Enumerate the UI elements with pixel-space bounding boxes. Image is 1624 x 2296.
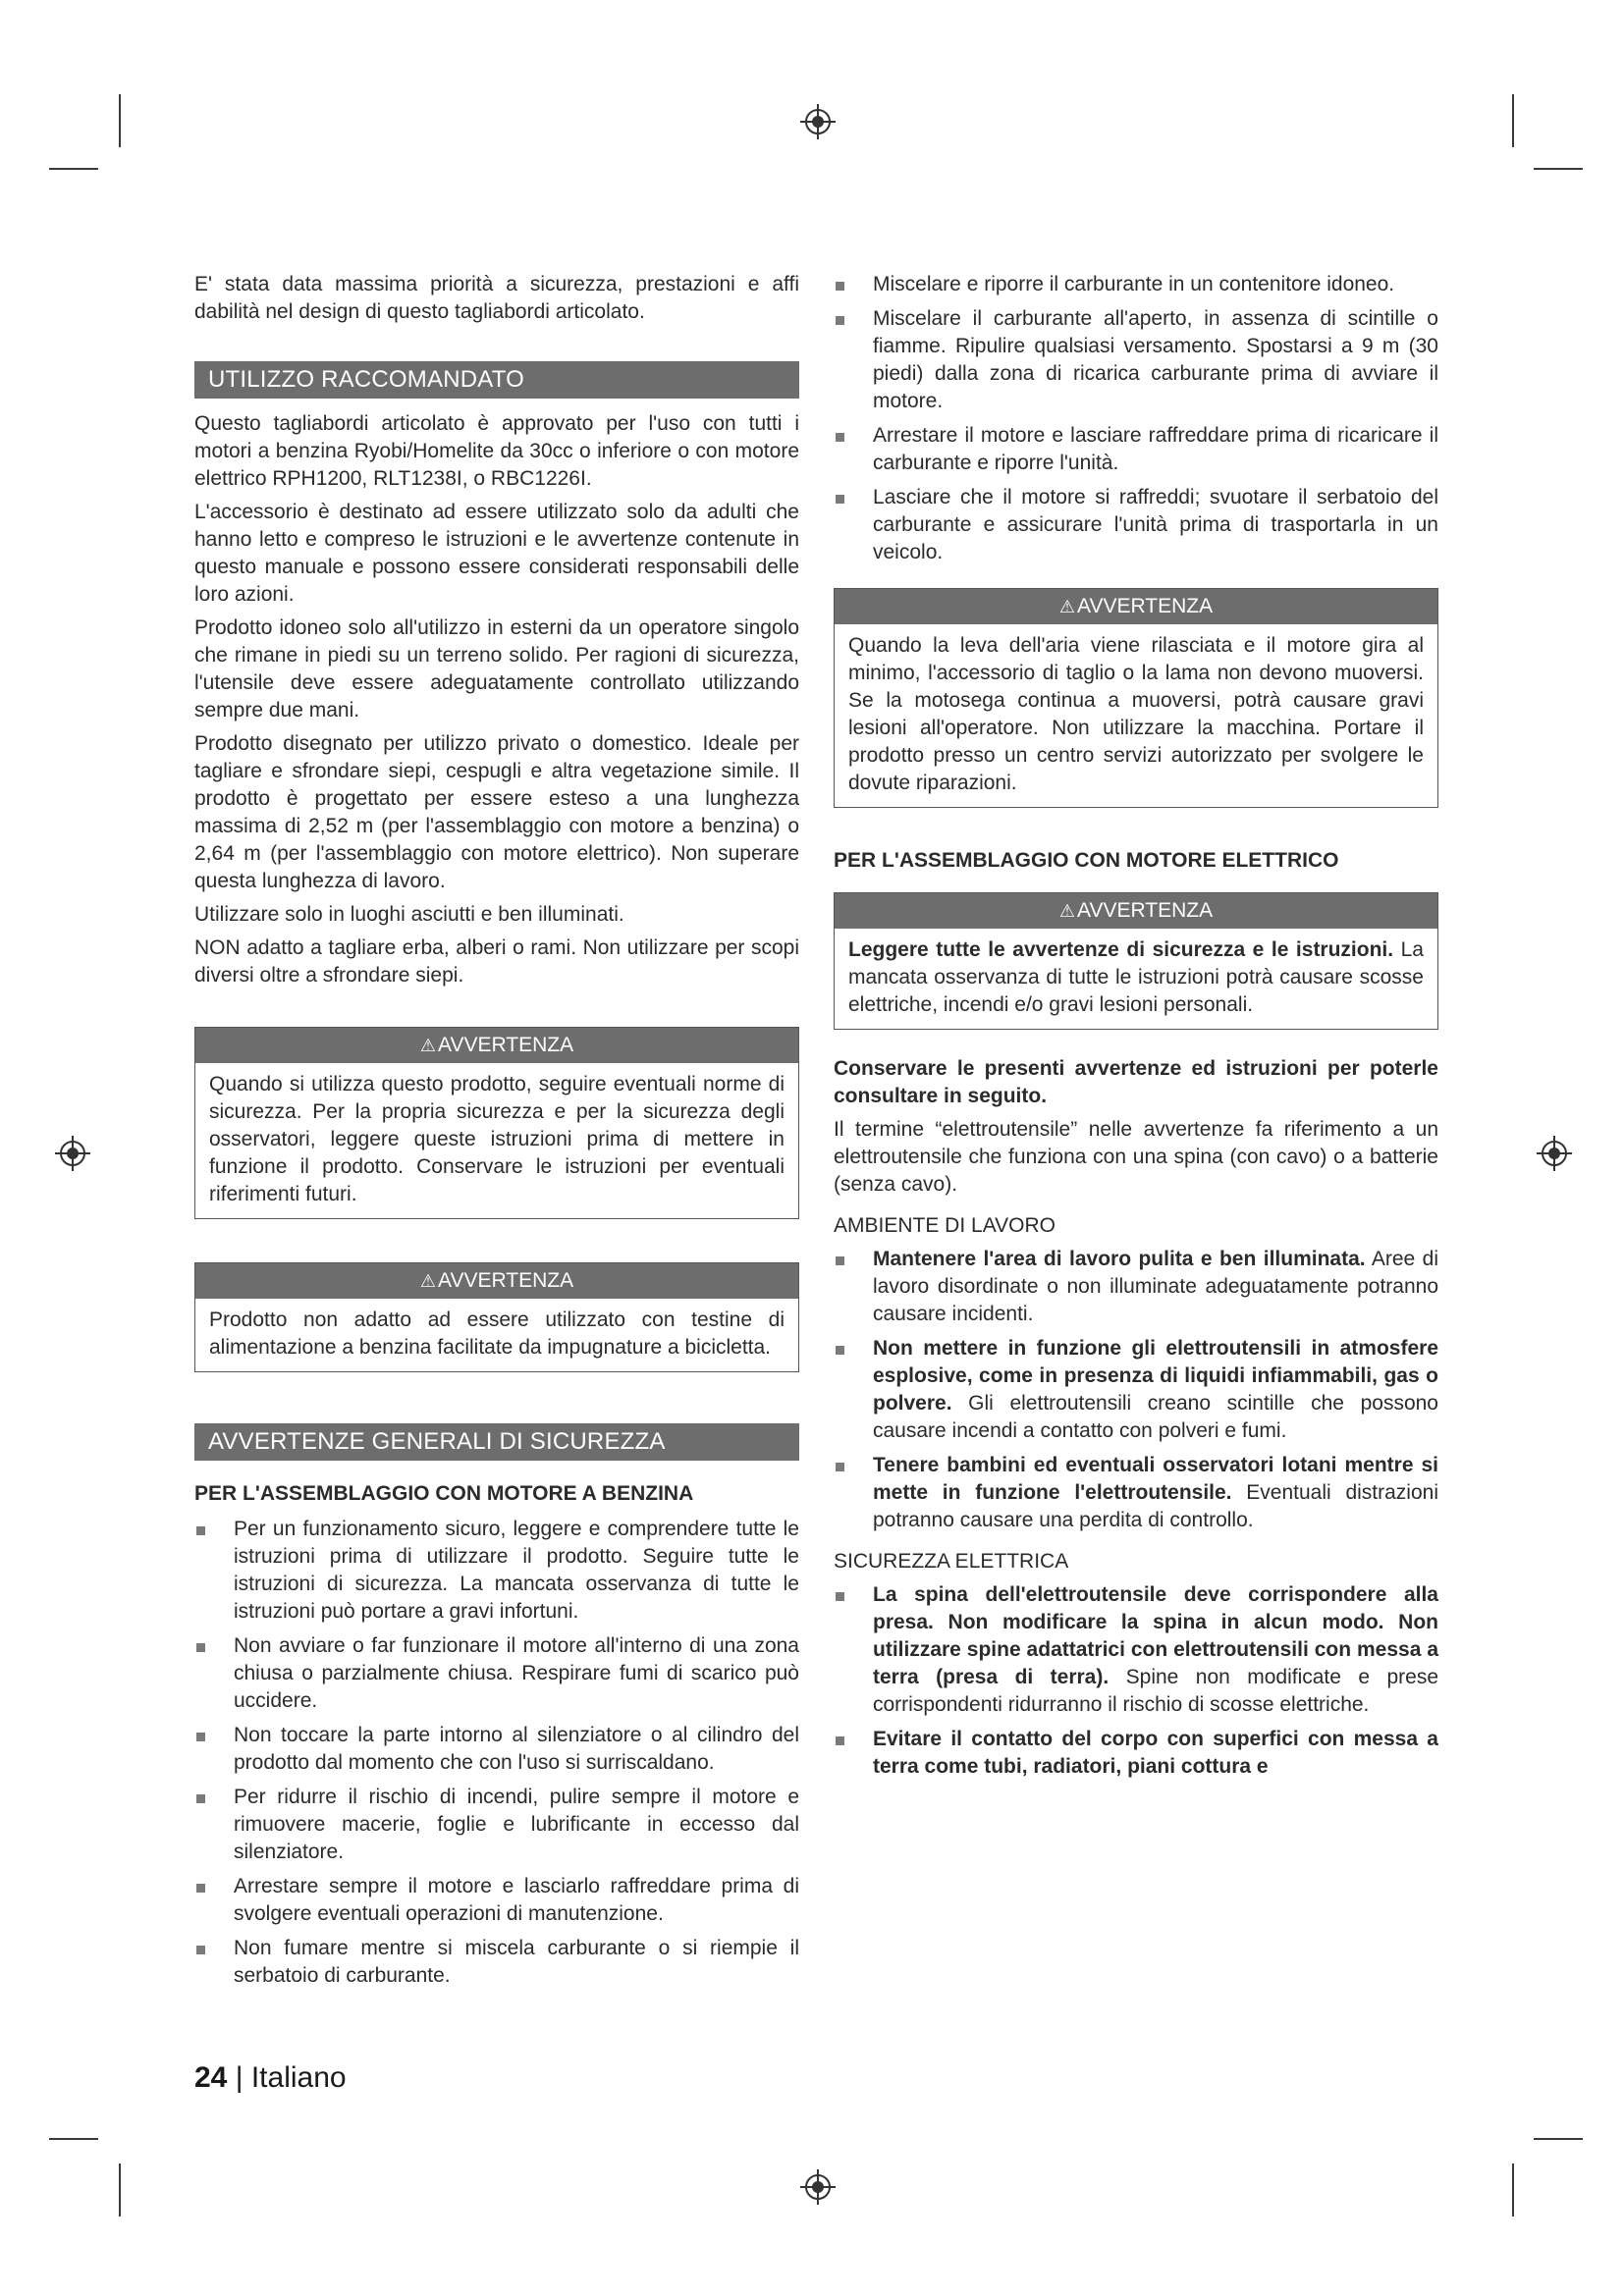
list-item: Per un funzionamento sicuro, leggere e comprendere tutte le istruzioni prima di utilizzare il prodotto. Seguire tutte le istruzioni di sicurezza. La mancata osservanza di tutte le istruzioni può portare a gravi infortuni. <box>194 1516 799 1626</box>
footer-separator: | <box>227 2061 251 2094</box>
warning-text: Quando si utilizza questo prodotto, seguire eventuali norme di sicurezza. Per la propria sicurezza e per la sicurezza degli osservatori, leggere queste istruzioni prima di mettere in funzione il prodotto. Conservare le istruzioni per eventuali riferimenti futuri. <box>209 1073 785 1205</box>
work-area-heading: AMBIENTE DI LAVORO <box>834 1214 1056 1237</box>
warning-header <box>195 1263 798 1299</box>
paragraph: NON adatto a tagliare erba, alberi o rami. Non utilizzare per scopi diversi oltre a sfrondare siepi. <box>194 936 799 987</box>
keep-instructions-heading: Conservare le presenti avvertenze ed istruzioni per poterle consultare in seguito. <box>834 1057 1438 1107</box>
section-title-general-safety: AVVERTENZE GENERALI DI SICUREZZA <box>194 1423 799 1461</box>
warning-title: AVVERTENZA <box>1077 595 1214 617</box>
crop-mark <box>119 2163 121 2216</box>
warning-title: AVVERTENZA <box>438 1269 574 1292</box>
paragraph: Prodotto idoneo solo all'utilizzo in esterni da un operatore singolo che rimane in piedi su un terreno solido. Per ragioni di sicurezza, l'utensile deve essere adeguatamente controllato utilizzando sempre due mani. <box>194 616 799 721</box>
warning-text: Quando la leva dell'aria viene rilasciata e il motore gira al minimo, l'accessorio di taglio o la lama non devono muoversi. Se la motosega continua a muoversi, potrà causare gravi lesioni all'operatore. Non utilizzare la macchina. Portare il prodotto presso un centro servizi autorizzato per svolgere le dovute riparazioni. <box>848 634 1424 794</box>
registration-mark-icon <box>1535 1134 1574 1173</box>
crop-mark <box>1512 2163 1514 2216</box>
list-item: La spina dell'elettroutensile deve corrispondere alla presa. Non modificare la spina in alcun modo. Non utilizzare spine adattatrici con elettroutensili con messa a terra (presa di terra). Spine non modificate e prese corrispondenti ridurranno il rischio di scosse elettriche. <box>834 1581 1438 1719</box>
warning-header <box>835 589 1437 624</box>
registration-mark-icon <box>798 102 838 141</box>
warning-header <box>835 893 1437 929</box>
warning-box <box>834 892 1438 1030</box>
warning-triangle-icon: ⚠ <box>419 1036 437 1055</box>
paragraph: Prodotto disegnato per utilizzo privato o domestico. Ideale per tagliare e sfrondare siepi, cespugli e altra vegetazione simile. Il prodotto è progettato per essere esteso a una lunghezza massima di 2,52 m (per l'assemblaggio con motore a benzina) o 2,64 m (per l'assemblaggio con motore elettrico). Non superare questa lunghezza di lavoro. <box>194 732 799 892</box>
list-item: Non avviare o far funzionare il motore all'interno di una zona chiusa o parzialmente chiusa. Respirare fumi di scarico può uccidere. <box>194 1632 799 1715</box>
term-text: Il termine “elettroutensile” nelle avvertenze fa riferimento a un elettroutensile che funziona con una spina (con cavo) o a batterie (senza cavo). <box>834 1118 1438 1196</box>
warning-box <box>194 1262 799 1372</box>
warning-triangle-icon: ⚠ <box>1058 597 1076 616</box>
list-item: Arrestare il motore e lasciare raffreddare prima di ricaricare il carburante e riporre l'unità. <box>834 422 1438 477</box>
list-item: Arrestare sempre il motore e lasciarlo raffreddare prima di svolgere eventuali operazioni di manutenzione. <box>194 1873 799 1928</box>
list-item: Non fumare mentre si miscela carburante o si riempie il serbatoio di carburante. <box>194 1935 799 1990</box>
list-item: Non toccare la parte intorno al silenziatore o al cilindro del prodotto dal momento che con l'uso si surriscaldano. <box>194 1722 799 1777</box>
warning-triangle-icon: ⚠ <box>419 1271 437 1291</box>
paragraph: L'accessorio è destinato ad essere utilizzato solo da adulti che hanno letto e compreso le istruzioni e le avvertenze contenute in questo manuale e possono essere considerati responsabili delle loro azioni. <box>194 501 799 606</box>
petrol-list <box>194 1516 799 1990</box>
page-footer <box>194 2061 347 2095</box>
left-column <box>194 271 799 1997</box>
registration-mark-icon <box>53 1134 92 1173</box>
warning-bold: Leggere tutte le avvertenze di sicurezza e le istruzioni. <box>848 938 1394 961</box>
warning-box <box>834 588 1438 808</box>
section-title-recommended-use: UTILIZZO RACCOMANDATO <box>194 361 799 399</box>
crop-mark <box>1534 168 1583 170</box>
intro-text: E' stata data massima priorità a sicurezza, prestazioni e affi dabilità nel design di questo tagliabordi articolato. <box>194 273 799 323</box>
crop-mark <box>49 2138 98 2140</box>
warning-title: AVVERTENZA <box>1077 899 1214 922</box>
crop-mark <box>49 168 98 170</box>
list-item: Tenere bambini ed eventuali osservatori lotani mentre si mette in funzione l'elettroutensile. Eventuali distrazioni potranno causare una perdita di controllo. <box>834 1452 1438 1534</box>
right-column <box>834 271 1438 1788</box>
list-item: Evitare il contatto del corpo con superfici con messa a terra come tubi, radiatori, piani cottura e <box>834 1726 1438 1781</box>
warning-title: AVVERTENZA <box>438 1034 574 1056</box>
electrical-safety-heading: SICUREZZA ELETTRICA <box>834 1550 1069 1573</box>
page-number: 24 <box>194 2061 228 2094</box>
footer-language: Italiano <box>250 2061 347 2094</box>
petrol-heading: PER L'ASSEMBLAGGIO CON MOTORE A BENZINA <box>194 1482 694 1505</box>
warning-triangle-icon: ⚠ <box>1058 901 1076 921</box>
list-item: Lasciare che il motore si raffreddi; svuotare il serbatoio del carburante e assicurare l'unità prima di trasportarla in un veicolo. <box>834 484 1438 566</box>
warning-header <box>195 1028 798 1063</box>
list-item: Miscelare il carburante all'aperto, in assenza di scintille o fiamme. Ripulire qualsiasi versamento. Spostarsi a 9 m (30 piedi) dalla zona di ricarica carburante prima di avviare il motore. <box>834 305 1438 415</box>
paragraph: Questo tagliabordi articolato è approvato per l'uso con tutti i motori a benzina Ryobi/Homelite da 30cc o inferiore o con motore elettrico RPH1200, RLT1238I, o RBC1226I. <box>194 412 799 490</box>
list-item: Miscelare e riporre il carburante in un contenitore idoneo. <box>834 271 1438 298</box>
crop-mark <box>1512 94 1514 147</box>
list-item: Mantenere l'area di lavoro pulita e ben illuminata. Aree di lavoro disordinate o non illuminate adeguatamente potranno causare incidenti. <box>834 1246 1438 1328</box>
list-item: Non mettere in funzione gli elettroutensili in atmosfere esplosive, come in presenza di liquidi infiammabili, gas o polvere. Gli elettroutensili creano scintille che possono causare incendi a contatto con polveri e fumi. <box>834 1335 1438 1445</box>
electrical-list <box>834 1581 1438 1781</box>
crop-mark <box>1534 2138 1583 2140</box>
warning-text: Leggere tutte le avvertenze di sicurezza e le istruzioni. La mancata osservanza di tutte le istruzioni potrà causare scosse elettriche, incendi e/o gravi lesioni personali. <box>848 938 1424 1016</box>
list-item: Per ridurre il rischio di incendi, pulire sempre il motore e rimuovere macerie, foglie e lubrificante in eccesso dal silenziatore. <box>194 1784 799 1866</box>
registration-mark-icon <box>798 2167 838 2207</box>
work-area-list <box>834 1246 1438 1534</box>
crop-mark <box>119 94 121 147</box>
fuel-list <box>834 271 1438 566</box>
warning-box <box>194 1027 799 1219</box>
paragraph: Utilizzare solo in luoghi asciutti e ben illuminati. <box>194 903 624 926</box>
warning-text: Prodotto non adatto ad essere utilizzato con testine di alimentazione a benzina facilitate da impugnature a bicicletta. <box>209 1308 785 1359</box>
electric-heading: PER L'ASSEMBLAGGIO CON MOTORE ELETTRICO <box>834 849 1339 872</box>
